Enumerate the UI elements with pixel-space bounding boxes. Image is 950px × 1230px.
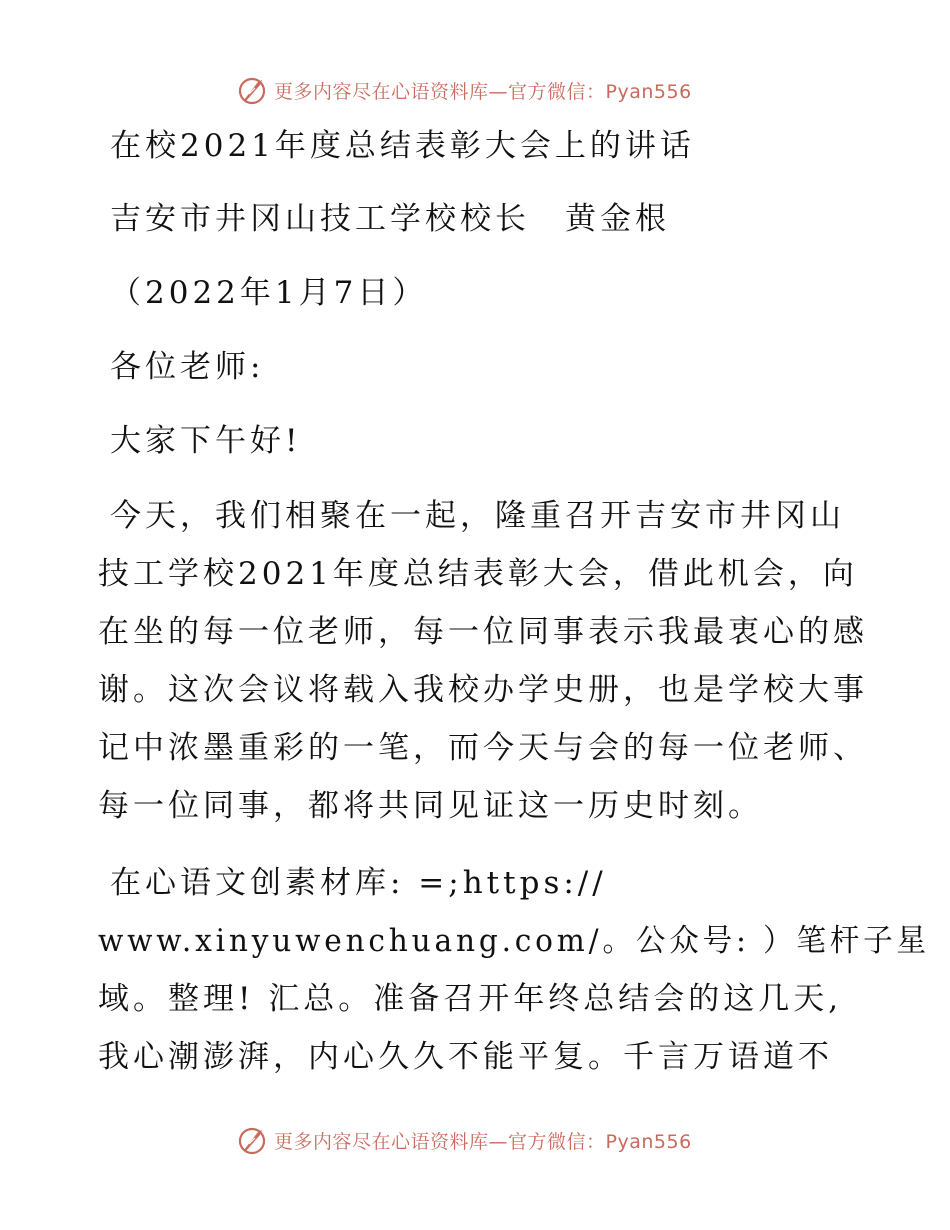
watermark-handle: Pyan556 — [605, 1130, 692, 1153]
paragraph-line: 在心语文创素材库: =;https:// — [110, 865, 607, 901]
paragraph-line: 域。整理! 汇总。准备召开年终总结会的这几天, — [98, 981, 843, 1017]
paragraph-line: 谢。这次会议将载入我校办学史册，也是学校大事 — [98, 672, 868, 708]
watermark-text: 更多内容尽在心语资料库—官方微信：Pyan556 — [274, 1130, 692, 1153]
watermark-footer — [236, 1123, 692, 1157]
document-date: （2022年1月7日） — [110, 275, 428, 311]
paragraph-line: 今天，我们相聚在一起，隆重召开吉安市井冈山 — [110, 498, 845, 534]
watermark-header — [236, 73, 692, 107]
document-author: 吉安市井冈山技工学校校长 黄金根 — [110, 201, 670, 237]
paragraph-line: 每一位同事，都将共同见证这一历史时刻。 — [98, 788, 763, 824]
paragraph-line: www.xinyuwenchuang.com/。公众号: ）笔杆子星 — [98, 923, 930, 959]
paragraph-line: 技工学校2021年度总结表彰大会，借此机会，向 — [98, 556, 858, 592]
watermark-text: 更多内容尽在心语资料库—官方微信：Pyan556 — [274, 80, 692, 103]
paragraph-line: 我心潮澎湃，内心久久不能平复。千言万语道不 — [98, 1039, 833, 1075]
greeting: 大家下午好! — [110, 423, 302, 459]
quill-pen-logo-icon — [236, 74, 268, 106]
paragraph-line: 在坐的每一位老师，每一位同事表示我最衷心的感 — [98, 614, 868, 650]
quill-pen-logo-icon — [236, 1124, 268, 1156]
paragraph-line: 记中浓墨重彩的一笔，而今天与会的每一位老师、 — [98, 730, 868, 766]
document-title: 在校2021年度总结表彰大会上的讲话 — [110, 128, 695, 164]
watermark-handle: Pyan556 — [605, 80, 692, 103]
salutation: 各位老师: — [110, 349, 265, 385]
